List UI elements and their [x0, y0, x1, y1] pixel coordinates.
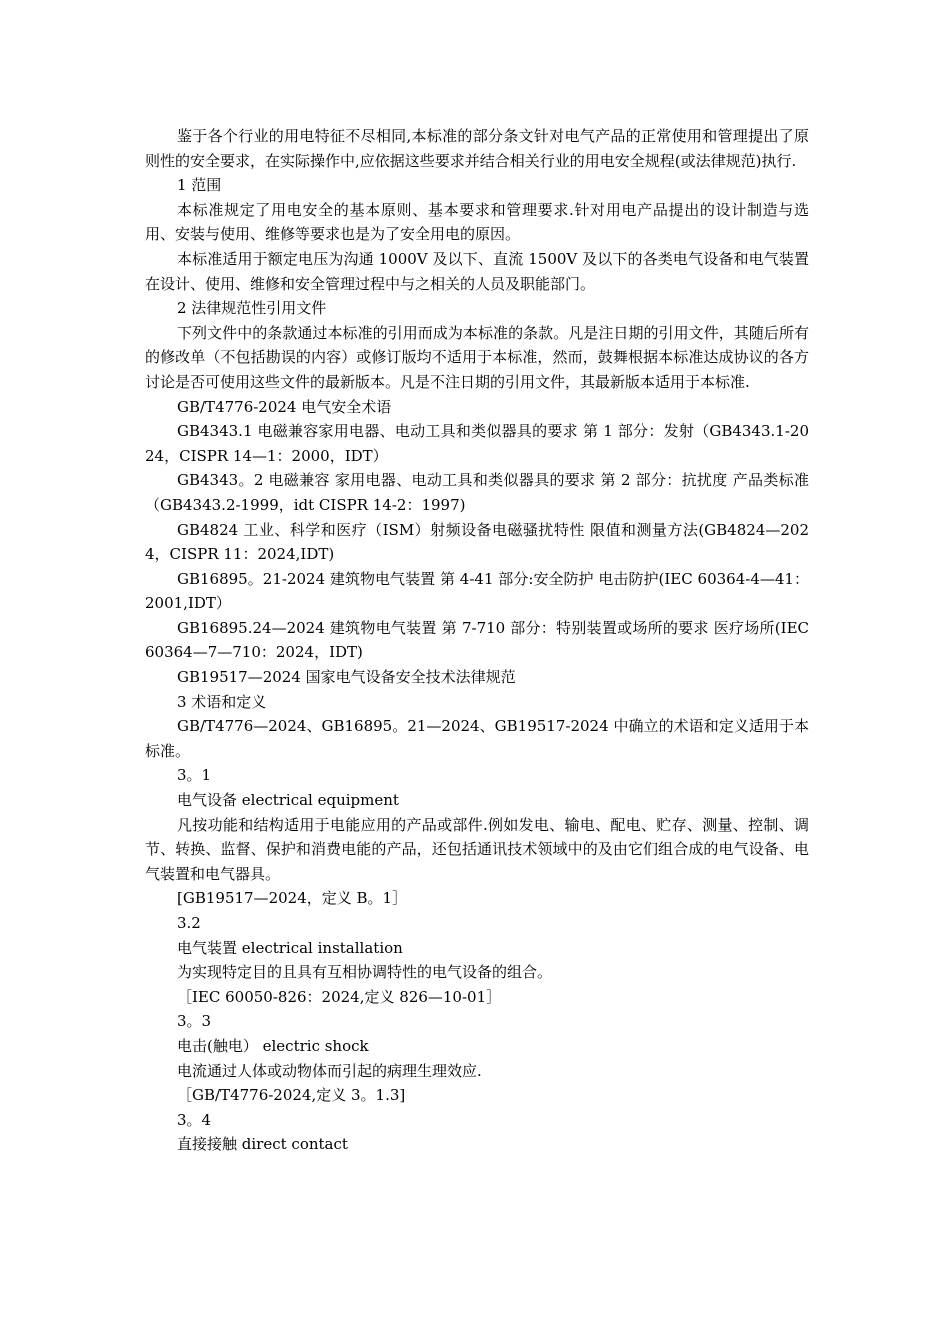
- term-number: 3.2: [177, 914, 201, 932]
- term-source: [GB19517—2024，定义 B。1］: [177, 889, 408, 908]
- term-definition: 为实现特定目的且具有互相协调特性的电气设备的组合。: [177, 963, 553, 982]
- term-definition: 凡按功能和结构适用于电能应用的产品或部件.例如发电、输电、配电、贮存、测量、控制、调节、转换、监督、保护和消费电能的产品，还包括通讯技术领域中的及由它们组合成的电气设备、电气装置和电气器具。: [145, 815, 809, 883]
- scope-paragraph: 本标准适用于额定电压为沟通 1000V 及以下、直流 1500V 及以下的各类电气设备和电气装置在设计、使用、维修和安全管理过程中与之相关的人员及职能部门。: [145, 249, 809, 293]
- term-definition: 电流通过人体或动物体而引起的病理生理效应.: [177, 1061, 482, 1080]
- term-number: 3。1: [177, 766, 212, 785]
- term-title: 电气装置 electrical installation: [177, 938, 403, 957]
- term-title: 电击(触电） electric shock: [177, 1036, 369, 1055]
- term-source: ［IEC 60050-826：2024,定义 826—10-01］: [177, 987, 502, 1006]
- scope-paragraph: 本标准规定了用电安全的基本原则、基本要求和管理要求.针对用电产品提出的设计制造与选用、安装与使用、维修等要求也是为了安全用电的原因。: [145, 200, 809, 244]
- references-paragraph: 下列文件中的条款通过本标准的引用而成为本标准的条款。凡是注日期的引用文件，其随后所有的修改单（不包括勘误的内容）或修订版均不适用于本标准，然而，鼓舞根据本标准达成协议的各方讨论是否可使用这些文件的最新版本。凡是不注日期的引用文件，其最新版本适用于本标准.: [145, 323, 809, 391]
- section-heading-terms: 3 术语和定义: [177, 692, 267, 711]
- reference-item: GB4343.1 电磁兼容家用电器、电动工具和类似器具的要求 第 1 部分：发射（GB4343.1-2024，CISPR 14—1：2000，IDT）: [145, 422, 809, 465]
- reference-item: GB16895。21-2024 建筑物电气装置 第 4-41 部分:安全防护 电击防护(IEC 60364-4—41：2001,IDT）: [145, 569, 809, 613]
- reference-item: GB16895.24—2024 建筑物电气装置 第 7-710 部分：特别装置或场所的要求 医疗场所(IEC60364—7—710：2024，IDT): [145, 618, 809, 662]
- terms-paragraph: GB/T4776—2024、GB16895。21—2024、GB19517-2024 中确立的术语和定义适用于本标准。: [145, 717, 809, 760]
- term-source: ［GB/T4776-2024,定义 3。1.3]: [177, 1086, 406, 1105]
- reference-item: GB4343。2 电磁兼容 家用电器、电动工具和类似器具的要求 第 2 部分：抗扰度 产品类标准（GB4343.2-1999，idt CISPR 14-2：1997): [145, 471, 809, 514]
- reference-item: GB4824 工业、科学和医疗（ISM）射频设备电磁骚扰特性 限值和测量方法(GB4824—2024，CISPR 11：2024,IDT): [145, 520, 809, 564]
- term-title: 直接接触 direct contact: [177, 1135, 348, 1154]
- section-heading-scope: 1 范围: [177, 176, 222, 195]
- section-heading-references: 2 法律规范性引用文件: [177, 299, 327, 318]
- document-body: [145, 124, 809, 1157]
- term-title: 电气设备 electrical equipment: [177, 791, 399, 810]
- term-number: 3。4: [177, 1110, 212, 1129]
- intro-paragraph: 鉴于各个行业的用电特征不尽相同,本标准的部分条文针对电气产品的正常使用和管理提出了原则性的安全要求，在实际操作中,应依据这些要求并结合相关行业的用电安全规程(或法律规范)执行.: [145, 127, 809, 170]
- term-number: 3。3: [177, 1012, 212, 1031]
- reference-item: GB19517—2024 国家电气设备安全技术法律规范: [177, 668, 516, 687]
- reference-item: GB/T4776-2024 电气安全术语: [177, 397, 392, 416]
